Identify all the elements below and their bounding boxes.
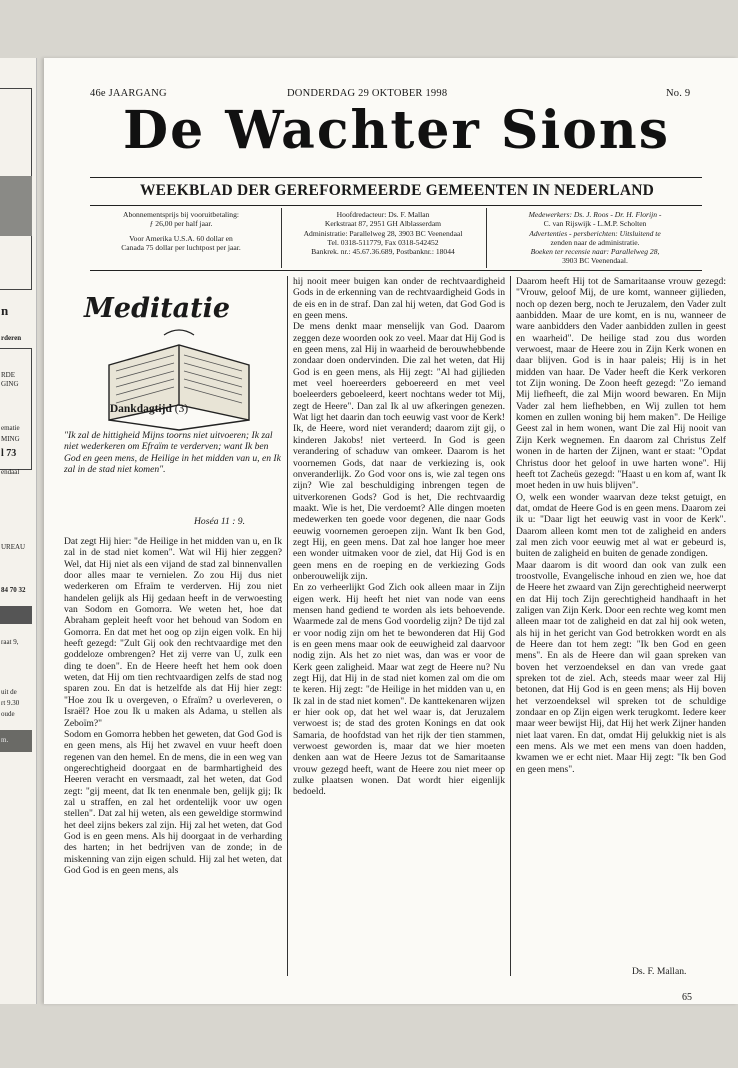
left-fragment: oude	[1, 710, 15, 718]
left-fragment: m.	[1, 736, 9, 744]
left-photo	[0, 176, 32, 236]
page-number: 65	[682, 992, 692, 1003]
newspaper-page	[44, 58, 738, 1004]
column-divider	[287, 276, 288, 976]
info-line: Medewerkers: Ds. J. Roos - Dr. H. Florijn -	[528, 210, 662, 219]
issue-number: No. 9	[666, 88, 691, 99]
left-fragment: UREAU	[1, 543, 26, 551]
text-column-3	[516, 276, 726, 775]
contributors-info	[490, 210, 700, 268]
text-column-1	[64, 536, 282, 876]
rule	[90, 177, 702, 178]
left-fragment: uit de	[1, 688, 17, 696]
info-line: ƒ 26,00 per half jaar.	[149, 219, 213, 229]
scripture-reference: Hoséa 11 : 9.	[194, 516, 245, 527]
left-fragment: MING	[1, 435, 20, 443]
author-signature: Ds. F. Mallan.	[632, 966, 687, 977]
left-fragment: endaal	[1, 468, 20, 476]
info-line: Administratie: Parallelweg 28, 3903 BC Veenendaal	[303, 228, 463, 238]
info-line: Advertenties - persberichten: Uitsluitend te	[529, 228, 661, 238]
info-line: Tel. 0318-511779, Fax 0318-542452	[327, 237, 439, 247]
left-fragment: rderen	[1, 334, 22, 342]
heading-text: Dankdagtijd	[109, 403, 172, 415]
left-fragment: RDE	[1, 371, 15, 379]
text-column-2	[293, 276, 505, 798]
left-fragment: n	[1, 303, 9, 318]
info-line: Kerkstraat 87, 2951 GH Alblasserdam	[324, 219, 442, 229]
left-fragment: GING	[1, 380, 19, 388]
divider	[486, 208, 487, 268]
rule	[90, 270, 702, 271]
paragraph: De mens denkt maar menselijk van God. Daarom zeggen deze woorden ook zo veel. Maar dat Hij God is en geen mens, zal Hij in waarheid de berouwhebbende zondaar doen ondervinden. Die zal het weten, dat Hij God is en geen mens, als Hij zegt: "Al had gijlieden met veel hoereerders geboereerd en met veel boeleerders geboeleerd, keert nochtans weder tot Mij, zegt de Heere". Dan zal Ik al uw afkeringen genezen. Wat ligt het daarin dan toch eeuwig vast voor de Kerk! Ik, de Heere, word niet veranderd; daarom zijt gij, o kinderen Jakobs! niet verteerd. In God is geen verandering of schaduw van omkeer. Daarom is het voornemen Gods, dat naar de verkiezing is, ook onveranderlijk. Zo God voor ons is, wie zal tegen ons zijn? Wie zal beschuldiging inbrengen tegen de uitverkorenen Gods? God is het, Die rechtvaardig maakt. Wie is het, Die verdoemt? Alle dingen moeten medewerken ten goede voor degenen, die naar Gods eeuwig voornemen geroepen zijn. Want Ik ben God, zegt Hij, en geen mens. Dat zal hoe langer hoe meer een wonder uitmaken voor de ziel, dat Hij God is en geen mens en de roeping en de verkiezing Gods onberouwelijk zijn.	[293, 321, 505, 582]
info-line: Voor Amerika U.S.A. 60 dollar en	[129, 233, 233, 243]
info-line: Abonnementsprijs bij vooruitbetaling:	[122, 210, 239, 219]
left-fragment: ematie	[1, 424, 20, 432]
rule	[90, 205, 702, 206]
left-fragment: raat 9,	[1, 638, 19, 646]
open-bible-icon	[104, 325, 254, 435]
info-line: Boeken ter recensie naar: Parallelweg 28,	[530, 247, 660, 257]
paragraph: O, welk een wonder waarvan deze tekst getuigt, en dat, omdat de Heere God is en geen mens. Daarom zei ik u: "Daar ligt het eeuwig vast in voor de Kerk". Daarom alleen komt men tot de zaligheid en anders zal men zich voor eeuwig met al wat er gebeurd is, buiten de zaligheid en buiten de genade zondigen.	[516, 491, 726, 560]
masthead-subtitle: WEEKBLAD DER GEREFORMEERDE GEMEENTEN IN NEDERLAND	[139, 182, 655, 199]
paragraph: Sodom en Gomorra hebben het geweten, dat God God is en geen mens, als Hij het zwavel en vuur heeft doen regenen van den hemel. En de mens, die in een weg van ongerechtigheid doorgaat en de barmhartigheid des Heeren veracht en versmaadt, zal het weten, dat God zegt: "gij meent, dat Ik ten enenmale ben, gelijk gij; Ik zal u straffen, en zal het ordentelijk voor uw ogen stellen". Dat zal hij weten, als een geweldige stormwind het deel zijns bekers zal zijn. Hij zal het weten, dat God God is en geen mens. Als hij doorgaat in de verharding des harten; in het bedrijven van de zonde; in de miskenning van zijn eigen schuld. Hij zal het weten, dat God God is en geen mens, als	[64, 728, 282, 876]
paragraph: hij nooit meer buigen kan onder de rechtvaardigheid Gods in de erkenning van de rechtvaardigheid Gods in de eis en in de straf. Dan zal hij weten, dat God God is en geen mens.	[293, 276, 505, 322]
meditation-label: Meditatie	[84, 293, 231, 324]
jaargang: 46e JAARGANG	[90, 88, 167, 99]
info-line: Canada 75 dollar per luchtpost per jaar.	[121, 242, 241, 252]
article-heading	[64, 403, 234, 415]
info-line: Hoofdredacteur: Ds. F. Mallan	[336, 210, 430, 219]
scripture-quote: "Ik zal de hittigheid Mijns toorns niet uitvoeren; Ik zal niet wederkeren om Efraïm te verderven; want Ik ben God en geen mens, de Heilige in het midden van u, en Ik zal in de stad niet komen".	[64, 430, 281, 476]
heading-number: (3)	[174, 403, 189, 415]
left-fragment: 84 70 32	[1, 586, 26, 594]
info-line: Bankrek. nr.: 45.67.36.689, Postbanknr.: 18044	[311, 247, 455, 257]
info-line: C. van Rijswijk - L.M.P. Scholten	[543, 219, 647, 229]
paragraph: En zo verheerlijkt God Zich ook alleen maar in Zijn eigen werk. Hij heeft het niet van node van eens mensen hand gediend te worden als iets behoevende. Waarmede zal de mens God voordelig zijn? De tijd zal er voor nodig zijn om het te bewonderen dat Hij God is en geen mens maar ook de eeuwigheid zal daarvoor nodig zijn. Als het zo niet was, dan was er voor de Kerk geen zaligheid. Maar wat zegt de Heere nu? Nu zegt Hij, dat Hij in de stad niet komen zal om die om te keren. Hij zegt: "de Heilige in het midden van u, en Ik zal in de stad niet komen". De kanttekenaren wijzen er hier ook op, dat het wel waar is, dat Jeruzalem verwoest is; de stad des groten Konings en dat ook Samaria, de hoofdstad van het rijk der tien stammen, verwoest geworden is, maar dat we hier moeten denken aan wat de Heere Jezus tot de Samaritaanse vrouw gezegd heeft, want de Heere zou niet meer op zulke plaatsen wonen. Dat wordt hier eigenlijk bedoeld.	[293, 582, 505, 798]
left-band	[0, 606, 32, 624]
info-line: 3903 BC Veenendaal.	[562, 256, 628, 266]
divider	[281, 208, 282, 268]
paragraph: Maar daarom is dit woord dan ook van zulk een troostvolle, Evangelische inhoud en zien we, hoe dat de Heere het zwaard van Zijn gerechtigheid neerwerpt en dat Hij toch Zijn gerechtigheid handhaaft in het zaligen van Zijn Kerk. Door een rechte weg komt men alleen maar tot de zaligheid en dat zal hij ook weten, als hij in het gericht van God betrokken wordt en als de Heere dan tot hem zegt: "Ik ben God en geen mens". En als de Heere dan wil gaan spreken van boven het verzoendeksel en dan van vrede gaat spreken tot de ziel. Ach, steeds maar weer zal Hij betonen, dat Hij God is en geen mens; als Hij boven het verzoendeksel wil spreken tot de schuldige zondaar en op Zijn eigen werk terugkomt. Iedere keer maar weer bewijst Hij, dat Hij het werk Zijner handen niet laat varen. En dat, omdat Hij gelukkig niet is als een mens. Als we met een mens van doen hadden, kwamen we er echt niet. Maar Hij zegt: "Ik ben God en geen mens".	[516, 559, 726, 775]
issue-date: DONDERDAG 29 OKTOBER 1998	[287, 88, 448, 99]
info-line: zenden naar de administratie.	[550, 237, 640, 247]
left-fragment: rt 9.30	[1, 699, 20, 707]
left-fragment: l 73	[1, 448, 17, 459]
editor-info	[284, 210, 482, 268]
subscription-info	[90, 210, 272, 268]
masthead-title: De Wachter Sions	[123, 100, 670, 161]
paragraph: Daarom heeft Hij tot de Samaritaanse vrouw gezegd: "Vrouw, geloof Mij, de ure komt, wanneer gijlieden, noch op dezen berg, noch te Jeruzalem, den Vader zult aanbidden. Maar de ure komt, en is nu, wanneer de ware aanbidders den Vader aanbidden zullen in geest en waarheid". De heilige stad zou dus worden verwoest, maar de Heere zou in Zijn Kerk wonen en daar blijven. God is in haar paleis; Hij is in het midden van haar. De Vader heeft die Kerk verkoren tot Zijn woning. De Zoon heeft gezegd: "Zo iemand Mij liefheeft, die zal Mijn woord bewaren. En Mijn Vader zal hem liefhebben, en Wij zullen tot hem komen en zullen woning bij hem maken". De Heilige Geest zal in hem wonen, want Die zal Hij nooit van Zijn Kerk wegnemen. En daarom zal Christus Zelf wonen in de harten der Zijnen, want er staat: "Opdat Christus door het geloof in uwe harten wone". Hij heeft tot Zacheüs gezegd: "Haast u en kom af, want Ik moet heden in uw huis blijven".	[516, 276, 726, 492]
meditation-header	[64, 293, 263, 443]
adjacent-page-fragment	[0, 58, 37, 1004]
paragraph: Dat zegt Hij hier: "de Heilige in het midden van u, en Ik zal in de stad niet komen". Wat wil Hij hier zeggen? Wel, dat Hij niet als een vijand de stad zal binnenvallen door alles maar te vernielen. Zo zou Hij dus niet wederkeren om Efraïm te verderven. Hij zou niet handelen gelijk als Hij gedaan heeft in de verwoesting van Sodom en Gomorra. We weten het, hoe dat Abraham gepleit heeft voor het behoud van Sodom en Gomorra. En dat met het oog op zijn eigen volk. En hij heeft gezegd: "Zult Gij ook den rechtvaardige met den goddeloze ombrengen? Het zij verre van U, zulk een ding te doen". En de Heere heeft het hem ook doen weten, dat Hij om tien rechtvaardigen zelfs de stad nog sparen zou. En dat is hetzelfde als dat Hij hier zegt: "Hoe zou Ik u overgeven, o Efraïm? u overleveren, o Israël? Hoe zou Ik u maken als Adama, u stellen als Zeboïm?"	[64, 536, 282, 729]
column-divider	[510, 276, 511, 976]
